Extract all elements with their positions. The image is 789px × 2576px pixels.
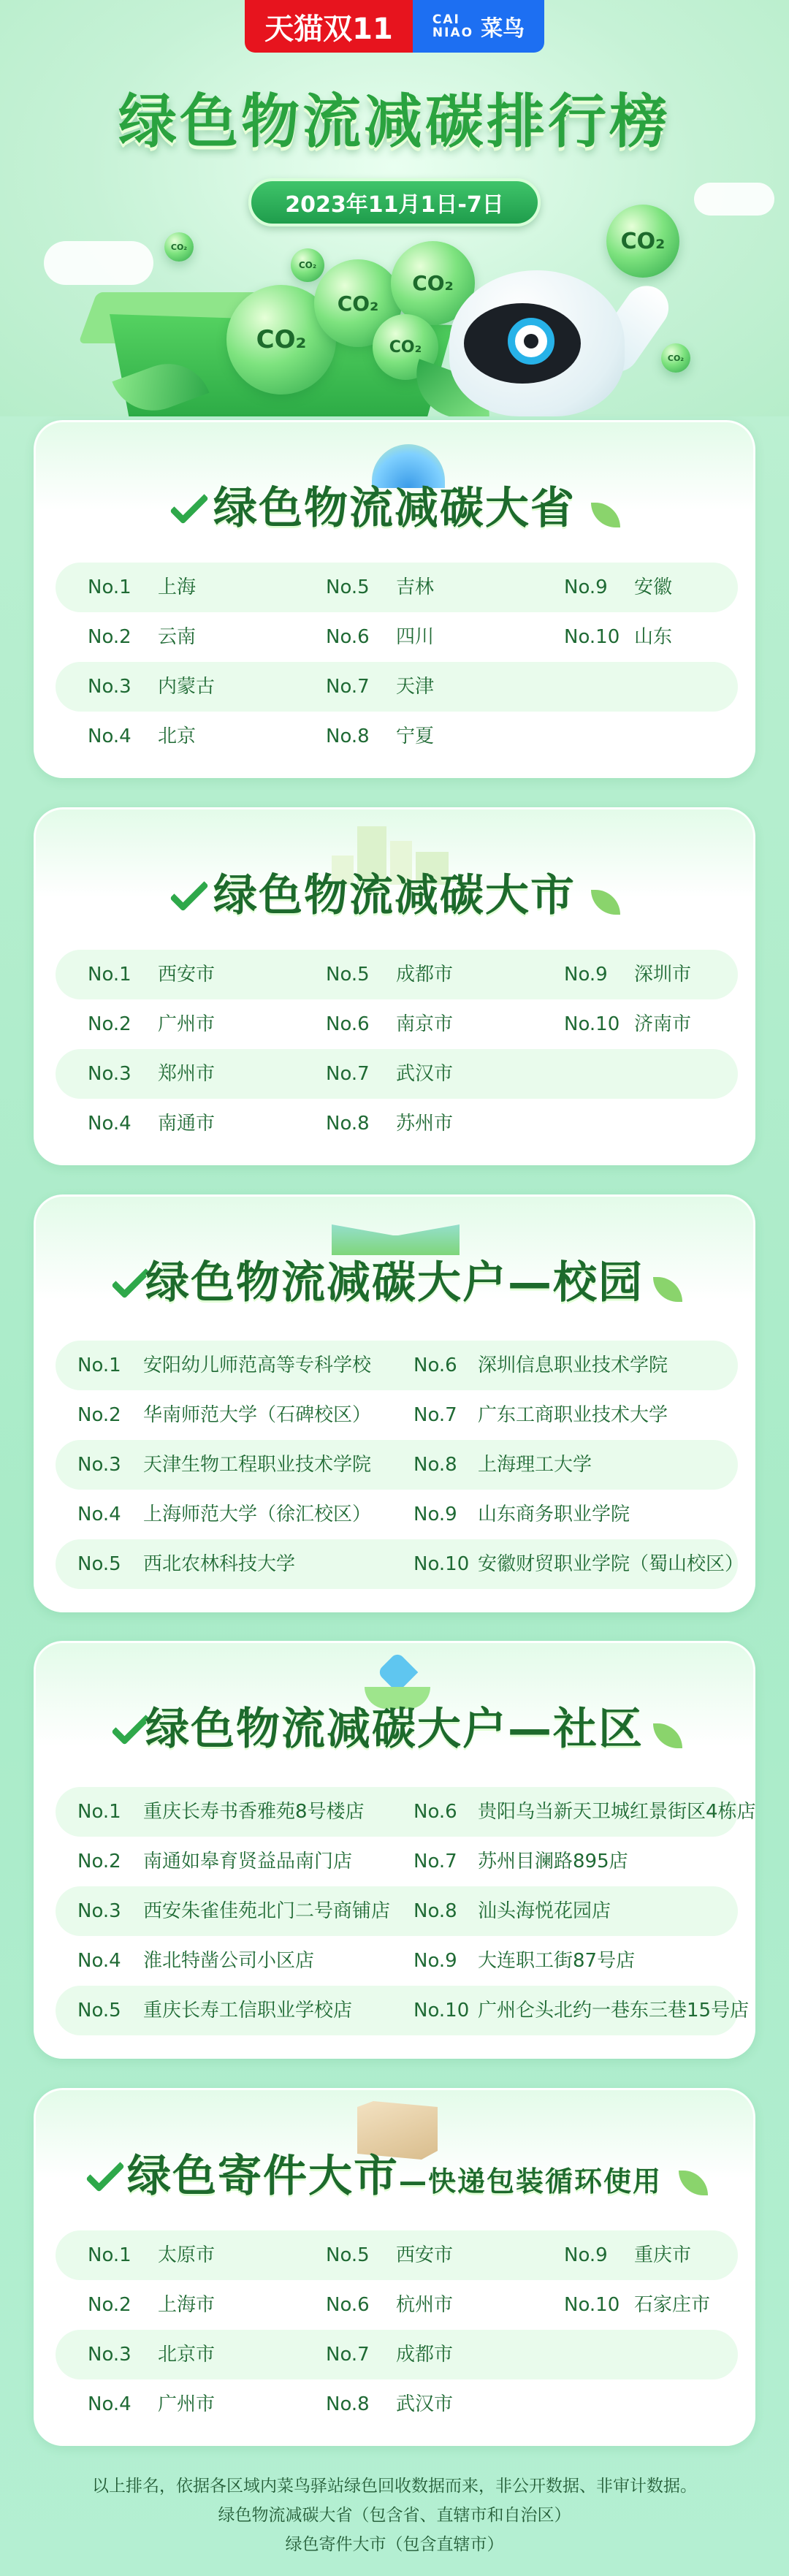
- ranked-entry-name: 广州仑头北约一巷东三巷15号店: [478, 2000, 750, 2021]
- ranked-entry-name: 贵阳乌当新天卫城红景街区4栋店: [478, 1801, 756, 1823]
- rank-number: No.6: [413, 1801, 457, 1823]
- ranked-entry-name: 山东商务职业学院: [478, 1504, 630, 1525]
- rank-number: No.7: [326, 2344, 370, 2366]
- ranked-entry-name: 华南师范大学（石碑校区）: [143, 1404, 372, 1426]
- cainiao-logo-zh: 菜鸟: [481, 16, 525, 42]
- ranked-entry-name: 汕头海悦花园店: [478, 1900, 611, 1922]
- cloud-decoration: [694, 183, 774, 216]
- ranked-entry-name: 四川: [396, 626, 435, 648]
- rank-number: No.2: [88, 1013, 132, 1035]
- table-row: [56, 2280, 738, 2330]
- rank-number: No.8: [326, 725, 370, 747]
- rank-number: No.5: [326, 964, 370, 986]
- table-row: [56, 999, 738, 1049]
- rank-number: No.2: [88, 626, 132, 648]
- robot-eye-icon: [508, 318, 554, 365]
- ranking-list: [56, 950, 738, 1148]
- table-row: [56, 1539, 744, 1589]
- rank-number: No.1: [88, 964, 132, 986]
- rank-number: No.5: [326, 576, 370, 598]
- rank-number: No.5: [77, 1553, 121, 1575]
- table-row: [56, 1986, 750, 2035]
- rank-number: No.7: [413, 1851, 457, 1872]
- rank-number: No.10: [564, 2294, 620, 2316]
- footnote-disclaimer: 以上排名，依据各区域内菜鸟驿站绿色回收数据而来，非公开数据、非审计数据。: [92, 2477, 697, 2496]
- rank-number: No.4: [77, 1504, 121, 1525]
- section-title: 绿色物流减碳大市: [213, 870, 576, 921]
- ranked-entry-name: 淮北特凿公司小区店: [143, 1950, 315, 1972]
- cainiao-logo-en: CAI NIAO: [432, 12, 474, 40]
- hero-banner: [0, 0, 789, 416]
- ranked-entry-name: 西安朱雀佳苑北门二号商铺店: [143, 1900, 391, 1922]
- page-title: 绿色物流减碳排行榜: [118, 88, 671, 156]
- co2-bubble-icon: CO₂: [661, 343, 690, 373]
- table-row: [56, 1099, 738, 1148]
- rank-number: No.4: [88, 725, 132, 747]
- brand-logo-bar: [245, 0, 544, 53]
- co2-bubble-icon: CO₂: [606, 205, 679, 278]
- ranked-entry-name: 深圳信息职业技术学院: [478, 1354, 668, 1376]
- ranked-entry-name: 北京市: [158, 2344, 216, 2366]
- rank-number: No.3: [88, 676, 132, 698]
- cloud-decoration: [44, 241, 153, 285]
- rank-number: No.4: [77, 1950, 121, 1972]
- section-subtitle: —快递包装循环使用: [398, 2165, 662, 2198]
- rank-number: No.7: [413, 1404, 457, 1426]
- table-row: [56, 1886, 738, 1936]
- rank-number: No.4: [88, 2393, 132, 2415]
- table-row: [56, 1490, 738, 1539]
- section-title: 绿色物流减碳大户—社区: [145, 1704, 644, 1755]
- ranking-card-community: [34, 1641, 755, 2059]
- rank-number: No.6: [326, 626, 370, 648]
- ranked-entry-name: 重庆市: [634, 2244, 692, 2266]
- rank-number: No.6: [326, 2294, 370, 2316]
- rank-number: No.2: [88, 2294, 132, 2316]
- table-row: [56, 662, 738, 712]
- rank-number: No.6: [413, 1354, 457, 1376]
- ranked-entry-name: 天津生物工程职业技术学院: [143, 1454, 372, 1476]
- rank-number: No.1: [88, 576, 132, 598]
- ranked-entry-name: 云南: [158, 626, 197, 648]
- table-row: [56, 1341, 738, 1390]
- rank-number: No.9: [564, 576, 608, 598]
- robot-mascot: [449, 270, 625, 416]
- ranked-entry-name: 上海理工大学: [478, 1454, 592, 1476]
- rank-number: No.10: [413, 2000, 470, 2021]
- table-row: [56, 1936, 738, 1986]
- ranked-entry-name: 成都市: [396, 2344, 454, 2366]
- ranked-entry-name: 山东: [634, 626, 673, 648]
- rank-number: No.6: [326, 1013, 370, 1035]
- rank-number: No.8: [326, 2393, 370, 2415]
- ranking-list: [56, 1341, 744, 1589]
- co2-bubble-icon: CO₂: [226, 285, 336, 395]
- section-title: 绿色物流减碳大省: [213, 483, 576, 534]
- footnote-province-scope: 绿色物流减碳大省（包含省、直辖市和自治区）: [218, 2506, 571, 2525]
- table-row: [56, 2330, 738, 2379]
- ranked-entry-name: 武汉市: [396, 1063, 454, 1085]
- table-row: [56, 950, 738, 999]
- ranked-entry-name: 深圳市: [634, 964, 692, 986]
- ranked-entry-name: 安徽: [634, 576, 673, 598]
- ranked-entry-name: 广州市: [158, 2393, 216, 2415]
- date-range-badge: 2023年11月1日-7日: [248, 178, 541, 226]
- ranked-entry-name: 西安市: [396, 2244, 454, 2266]
- rank-number: No.2: [77, 1851, 121, 1872]
- ranking-card-campus: [34, 1194, 755, 1612]
- table-row: [56, 612, 738, 662]
- ranking-list: [56, 1787, 756, 2035]
- table-row: [56, 563, 738, 612]
- table-row: [56, 2379, 738, 2429]
- ranked-entry-name: 苏州目澜路895店: [478, 1851, 628, 1872]
- rank-number: No.8: [413, 1454, 457, 1476]
- ranked-entry-name: 济南市: [634, 1013, 692, 1035]
- table-row: [56, 2230, 738, 2280]
- footnote-shipping-scope: 绿色寄件大市（包含直辖市）: [285, 2535, 504, 2554]
- ranked-entry-name: 安徽财贸职业学院（蜀山校区）: [478, 1553, 744, 1575]
- ranked-entry-name: 安阳幼儿师范高等专科学校: [143, 1354, 372, 1376]
- rank-number: No.9: [564, 964, 608, 986]
- rank-number: No.4: [88, 1113, 132, 1135]
- ranked-entry-name: 南通市: [158, 1113, 216, 1135]
- ranked-entry-name: 杭州市: [396, 2294, 454, 2316]
- co2-bubble-icon: CO₂: [291, 248, 324, 282]
- ranked-entry-name: 北京: [158, 725, 197, 747]
- table-row: [56, 1049, 738, 1099]
- ranking-list: [56, 563, 738, 761]
- ranked-entry-name: 石家庄市: [634, 2294, 711, 2316]
- rank-number: No.3: [88, 1063, 132, 1085]
- rank-number: No.8: [413, 1900, 457, 1922]
- ranked-entry-name: 重庆长寿工信职业学校店: [143, 2000, 353, 2021]
- rank-number: No.9: [413, 1504, 457, 1525]
- rank-number: No.1: [88, 2244, 132, 2266]
- rank-number: No.9: [564, 2244, 608, 2266]
- table-row: [56, 1390, 738, 1440]
- table-row: [56, 712, 738, 761]
- rank-number: No.7: [326, 1063, 370, 1085]
- ranked-entry-name: 天津: [396, 676, 435, 698]
- table-row: [56, 1787, 756, 1837]
- ranked-entry-name: 成都市: [396, 964, 454, 986]
- section-title-main: 绿色寄件大市: [126, 2151, 399, 2202]
- rank-number: No.3: [88, 2344, 132, 2366]
- table-row: [56, 1837, 738, 1886]
- ranked-entry-name: 南京市: [396, 1013, 454, 1035]
- ranked-entry-name: 上海师范大学（徐汇校区）: [143, 1504, 372, 1525]
- rank-number: No.3: [77, 1900, 121, 1922]
- rank-number: No.10: [413, 1553, 470, 1575]
- ranking-card-shipping: [34, 2088, 755, 2446]
- ranked-entry-name: 太原市: [158, 2244, 216, 2266]
- table-row: [56, 1440, 738, 1490]
- ranked-entry-name: 苏州市: [396, 1113, 454, 1135]
- rank-number: No.5: [326, 2244, 370, 2266]
- rank-number: No.9: [413, 1950, 457, 1972]
- section-title: 绿色物流减碳大户—校园: [145, 1257, 644, 1308]
- rank-number: No.8: [326, 1113, 370, 1135]
- co2-bubble-icon: CO₂: [164, 232, 194, 262]
- section-title: [36, 2141, 753, 2204]
- ranked-entry-name: 大连职工街87号店: [478, 1950, 636, 1972]
- ranked-entry-name: 内蒙古: [158, 676, 216, 698]
- cainiao-logo: [413, 0, 544, 53]
- ranked-entry-name: 西安市: [158, 964, 216, 986]
- rank-number: No.5: [77, 2000, 121, 2021]
- rank-number: No.1: [77, 1354, 121, 1376]
- robot-face: [464, 303, 581, 384]
- ranking-card-province: [34, 420, 755, 778]
- ranked-entry-name: 吉林: [396, 576, 435, 598]
- ranking-card-city: [34, 807, 755, 1165]
- rank-number: No.3: [77, 1454, 121, 1476]
- ranked-entry-name: 上海: [158, 576, 197, 598]
- rank-number: No.7: [326, 676, 370, 698]
- rank-number: No.2: [77, 1404, 121, 1426]
- ranked-entry-name: 郑州市: [158, 1063, 216, 1085]
- ranked-entry-name: 南通如皋育贤益品南门店: [143, 1851, 353, 1872]
- ranked-entry-name: 武汉市: [396, 2393, 454, 2415]
- rank-number: No.1: [77, 1801, 121, 1823]
- ranked-entry-name: 上海市: [158, 2294, 216, 2316]
- tmall-logo: 天猫双11: [245, 0, 413, 53]
- ranked-entry-name: 广东工商职业技术大学: [478, 1404, 668, 1426]
- ranked-entry-name: 宁夏: [396, 725, 435, 747]
- co2-bubble-icon: CO₂: [391, 241, 475, 325]
- co2-bubble-icon: CO₂: [314, 259, 402, 347]
- ranked-entry-name: 广州市: [158, 1013, 216, 1035]
- ranking-list: [56, 2230, 738, 2429]
- co2-bubble-icon: CO₂: [373, 314, 438, 380]
- ranked-entry-name: 西北农林科技大学: [143, 1553, 296, 1575]
- rank-number: No.10: [564, 626, 620, 648]
- rank-number: No.10: [564, 1013, 620, 1035]
- ranked-entry-name: 重庆长寿书香雅苑8号楼店: [143, 1801, 365, 1823]
